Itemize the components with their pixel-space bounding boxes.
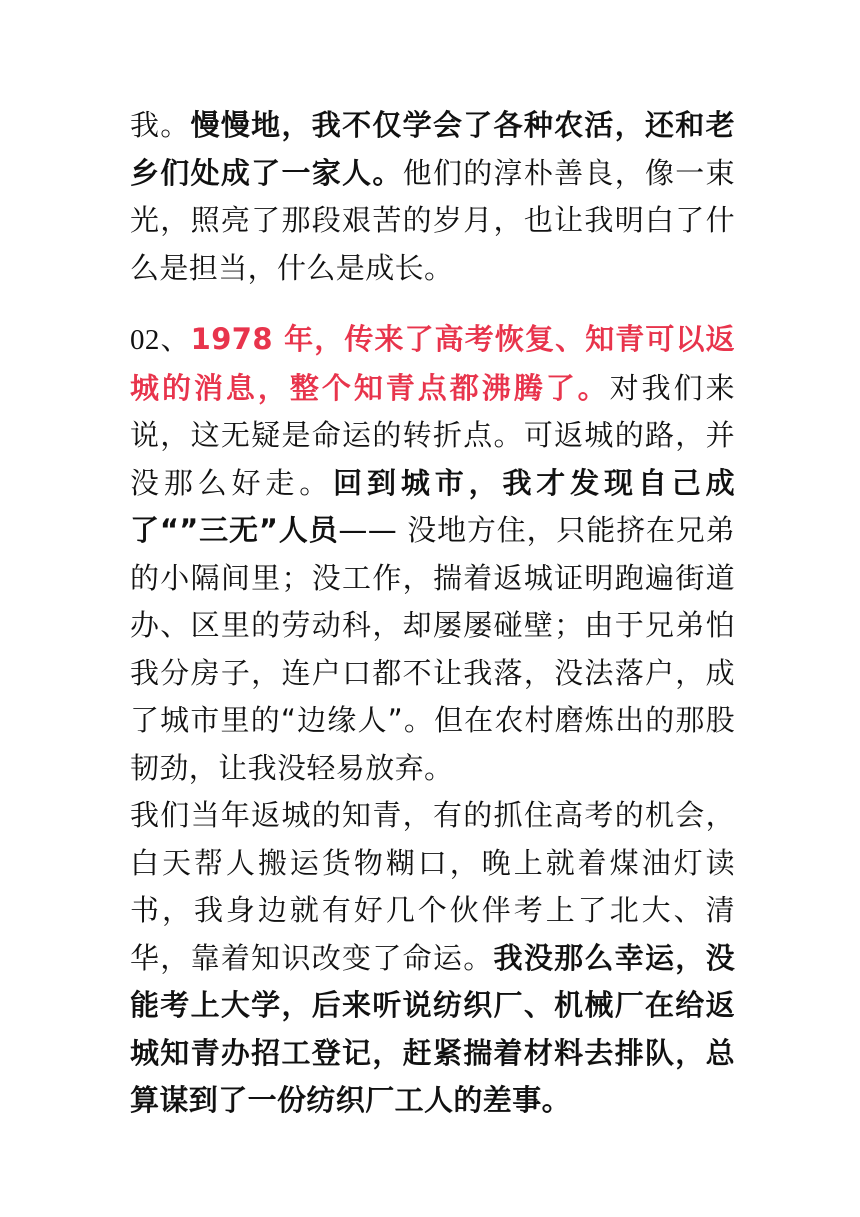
section-number: 02、 — [130, 324, 191, 356]
paragraph-2-text: 对我们来说，这无疑是命运的转折点。可返城的路，并没那么好走。 — [130, 370, 735, 500]
paragraph-2-tail: —— 没地方住，只能挤在兄弟的小隔间里；没工作，揣着返城证明跑遍街道办、区里的劳动科，却屡屡碰壁；由于兄弟怕我分房子，连户口都不让我落，没法落户，成了城市里的“边缘人”。但在农村磨炼出的那股韧劲，让我没轻易放弃。 — [130, 513, 735, 785]
paragraph-2-bold: 回到城市，我才发现自己成了“”三无”人员 — [130, 465, 735, 547]
section-heading-highlight: 1978 年，传来了高考恢复、知青可以返城的消息，整个知青点都沸腾了。 — [130, 322, 736, 405]
paragraph-3-bold: 我没那么幸运，没能考上大学，后来听说纺织厂、机械厂在给返城知青办招工登记，赶紧揣着材料去排队，总算谋到了一份纺织厂工人的差事。 — [130, 940, 735, 1117]
paragraph-gap — [130, 292, 735, 316]
article-body — [130, 102, 735, 1125]
paragraph-1-bold: 慢慢地，我不仅学会了各种农活，还和老乡们处成了一家人。 — [130, 108, 735, 190]
paragraph-1-lead: 我。 — [130, 108, 191, 142]
paragraph-3-text: 我们当年返城的知青，有的抓住高考的机会，白天帮人搬运货物糊口，晚上就着煤油灯读书，我身边就有好几个伙伴考上了北大、清华，靠着知识改变了命运。 — [130, 798, 735, 975]
paragraph-2 — [130, 316, 735, 792]
paragraph-3 — [130, 792, 735, 1125]
paragraph-1 — [130, 102, 735, 292]
paragraph-1-tail: 他们的淳朴善良，像一束光，照亮了那段艰苦的岁月，也让我明白了什么是担当，什么是成长。 — [130, 155, 735, 285]
